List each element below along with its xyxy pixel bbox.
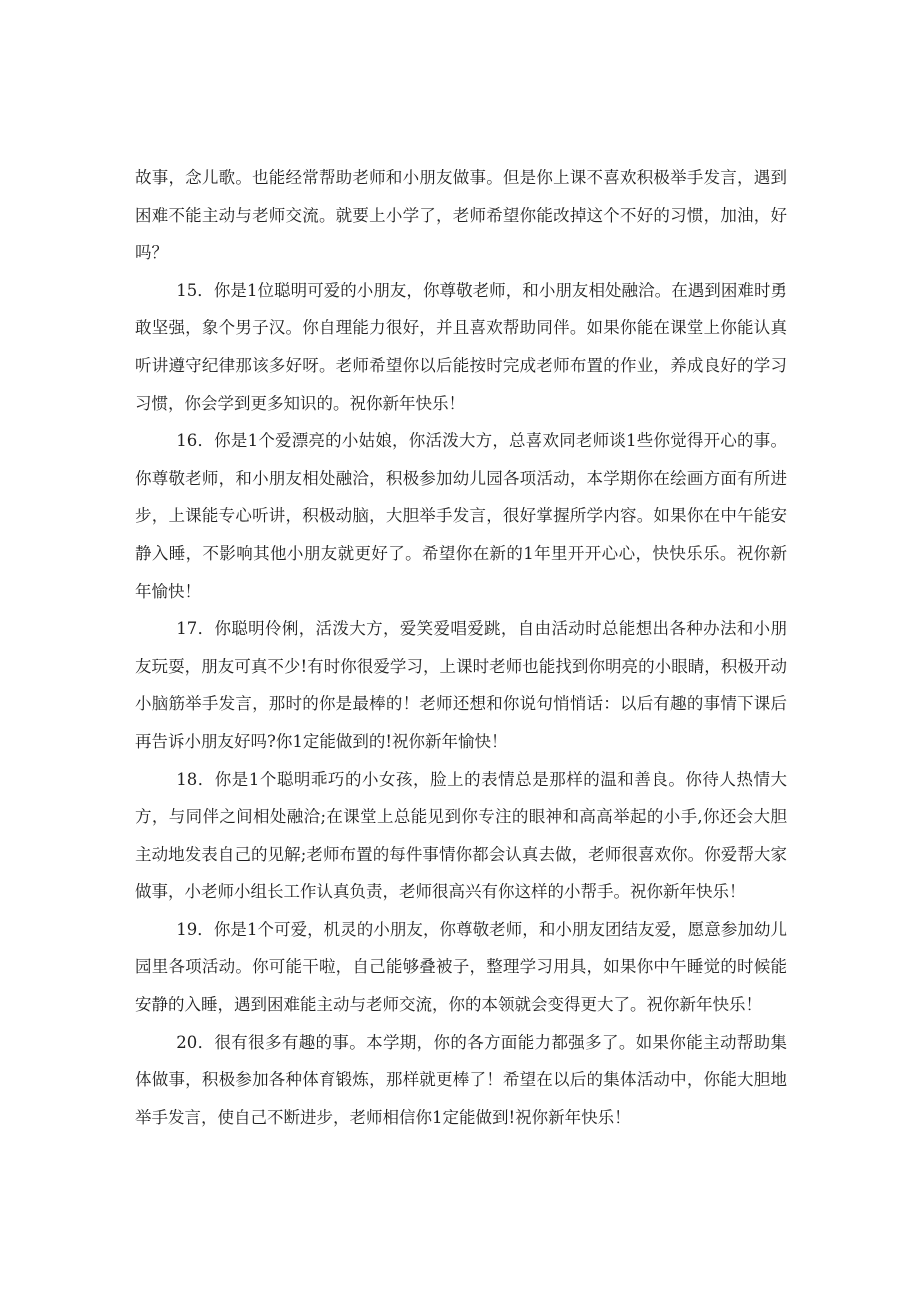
paragraph-15: 15．你是1位聪明可爱的小朋友，你尊敬老师，和小朋友相处融洽。在遇到困难时勇敢坚强，象个男子汉。你自理能力很好，并且喜欢帮助同伴。如果你能在课堂上你能认真听讲遵守纪律那该多好呀。老师希望你以后能按时完成老师布置的作业，养成良好的学习习惯，你会学到更多知识的。祝你新年快乐！ <box>135 280 787 413</box>
paragraph-17: 17．你聪明伶俐，活泼大方，爱笑爱唱爱跳，自由活动时总能想出各种办法和小朋友玩耍，朋友可真不少!有时你很爱学习，上课时老师也能找到你明亮的小眼睛，积极开动小脑筋举手发言，那时的你是最棒的！老师还想和你说句悄悄话：以后有趣的事情下课后再告诉小朋友好吗?你1定能做到的!祝你新年愉快！ <box>135 619 787 751</box>
paragraph-continuation: 故事，念儿歌。也能经常帮助老师和小朋友做事。但是你上课不喜欢积极举手发言，遇到困难不能主动与老师交流。就要上小学了，老师希望你能改掉这个不好的习惯，加油，好吗？ <box>135 168 787 263</box>
paragraph-16: 16．你是1个爱漂亮的小姑娘，你活泼大方，总喜欢同老师谈1些你觉得开心的事。你尊敬老师，和小朋友相处融洽，积极参加幼儿园各项活动，本学期你在绘画方面有所进步，上课能专心听讲，积极动脑，大胆举手发言，很好掌握所学内容。如果你在中午能安静入睡，不影响其他小朋友就更好了。希望你在新的1年里开开心心，快快乐乐。祝你新年愉快！ <box>135 431 787 601</box>
paragraph-19: 19．你是1个可爱，机灵的小朋友，你尊敬老师，和小朋友团结友爱，愿意参加幼儿园里各项活动。你可能干啦，自己能够叠被子，整理学习用具，如果你中午睡觉的时候能安静的入睡，遇到困难能主动与老师交流，你的本领就会变得更大了。祝你新年快乐！ <box>135 919 787 1015</box>
document-body <box>135 159 787 1136</box>
paragraph-20: 20．很有很多有趣的事。本学期，你的各方面能力都强多了。如果你能主动帮助集体做事，积极参加各种体育锻炼，那样就更棒了！希望在以后的集体活动中，你能大胆地举手发言，使自己不断进步，老师相信你1定能做到!祝你新年快乐！ <box>135 1032 787 1127</box>
paragraph-18: 18．你是1个聪明乖巧的小女孩，脸上的表情总是那样的温和善良。你待人热情大方，与同伴之间相处融洽;在课堂上总能见到你专注的眼神和高高举起的小手,你还会大胆主动地发表自己的见解;老师布置的每件事情你都会认真去做，老师很喜欢你。你爱帮大家做事，小老师小组长工作认真负责，老师很高兴有你这样的小帮手。祝你新年快乐！ <box>135 769 787 902</box>
